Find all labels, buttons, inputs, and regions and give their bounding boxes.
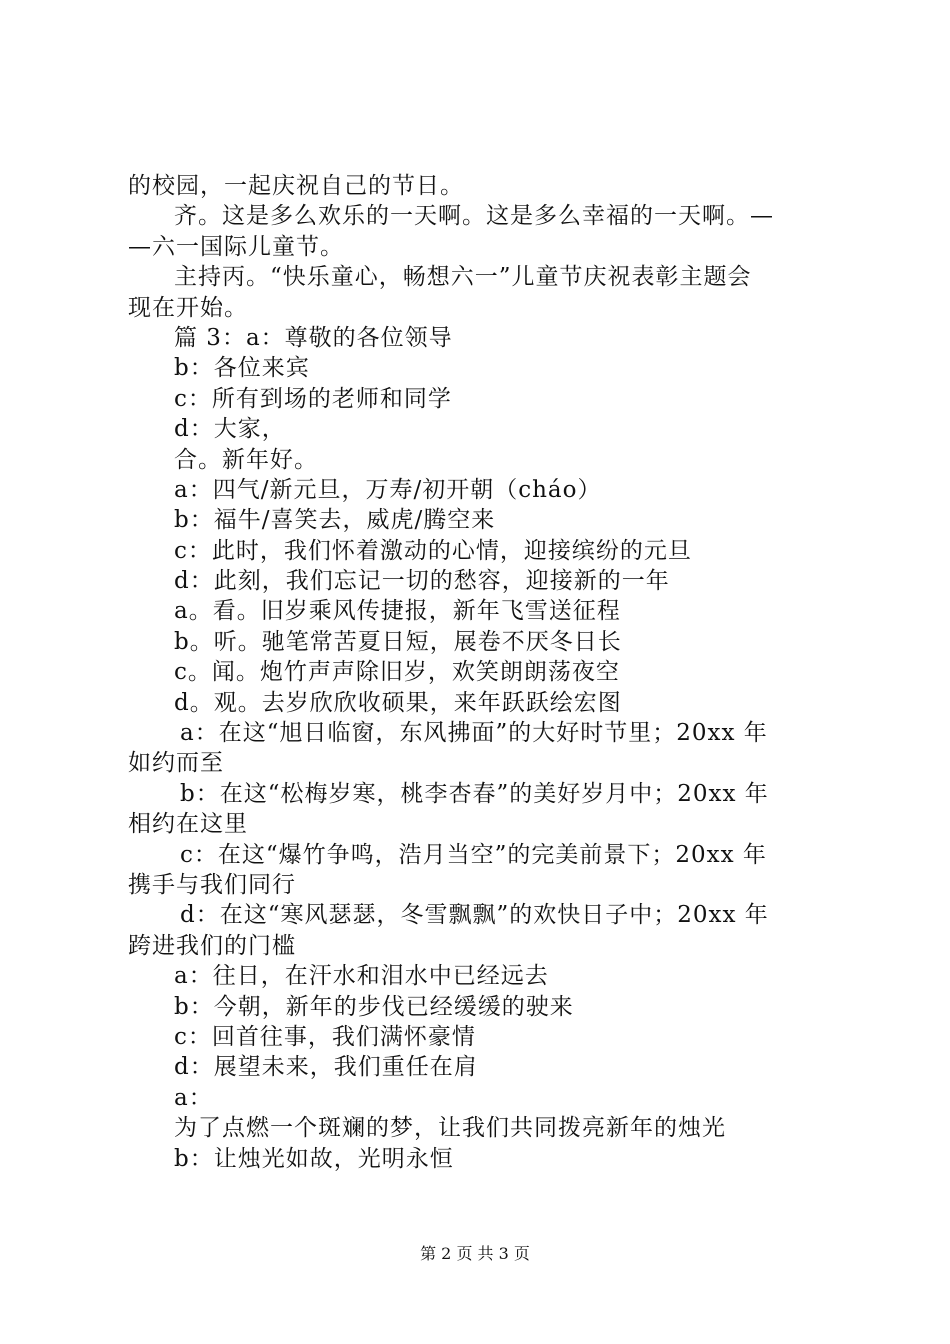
text-line: d：此刻，我们忘记一切的愁容，迎接新的一年 <box>174 568 670 595</box>
text-line: b：在这“松梅岁寒，桃李杏春”的美好岁月中；20xx 年 <box>180 780 769 807</box>
text-line: d：大家， <box>174 416 286 443</box>
text-line: b：今朝，新年的步伐已经缓缓的驶来 <box>174 993 574 1020</box>
text-line: 合。新年好。 <box>174 446 318 473</box>
text-line: b：福牛/喜笑去，威虎/腾空来 <box>174 507 496 534</box>
text-line: d：展望未来，我们重任在肩 <box>174 1054 478 1081</box>
text-line: 篇 3：a：尊敬的各位领导 <box>174 324 453 351</box>
text-line: b：各位来宾 <box>174 355 310 382</box>
text-line: 齐。这是多么欢乐的一天啊。这是多么幸福的一天啊。— <box>174 203 774 230</box>
text-line: a。看。旧岁乘风传捷报，新年飞雪送征程 <box>174 598 621 625</box>
text-line: c：所有到场的老师和同学 <box>174 385 452 412</box>
text-line: a：在这“旭日临窗，东风拂面”的大好时节里；20xx 年 <box>180 720 768 747</box>
text-line: c：在这“爆竹争鸣，浩月当空”的完美前景下；20xx 年 <box>180 841 767 868</box>
text-line: d。观。去岁欣欣收硕果，来年跃跃绘宏图 <box>174 689 622 716</box>
text-line: 携手与我们同行 <box>128 871 296 898</box>
page-number-label: 第 2 页 共 3 页 <box>420 1244 530 1263</box>
text-line: 相约在这里 <box>128 811 248 838</box>
text-line: 为了点燃一个斑斓的梦，让我们共同拨亮新年的烛光 <box>174 1115 726 1142</box>
text-line: 如约而至 <box>128 750 224 777</box>
text-line: c。闻。炮竹声声除旧岁，欢笑朗朗荡夜空 <box>174 659 620 686</box>
text-line: 的校园，一起庆祝自己的节日。 <box>128 173 464 199</box>
text-line: 主持丙。“快乐童心，畅想六一”儿童节庆祝表彰主题会 <box>174 264 752 291</box>
document-body <box>128 171 838 1174</box>
text-line: c：此时，我们怀着激动的心情，迎接缤纷的元旦 <box>174 537 692 564</box>
text-line: 现在开始。 <box>128 294 248 321</box>
text-line: a：四气/新元旦，万寿/初开朝（cháo） <box>174 476 602 503</box>
text-line: —六一国际儿童节。 <box>128 233 344 260</box>
text-line: 跨进我们的门槛 <box>128 932 296 959</box>
text-line: b：让烛光如故，光明永恒 <box>174 1145 454 1172</box>
page-footer <box>0 1241 950 1267</box>
text-line: c：回首往事，我们满怀豪情 <box>174 1023 476 1050</box>
text-line: d：在这“寒风瑟瑟，冬雪飘飘”的欢快日子中；20xx 年 <box>180 902 769 929</box>
text-line: a： <box>174 1084 213 1111</box>
text-line: b。听。驰笔常苦夏日短，展卷不厌冬日长 <box>174 628 622 655</box>
text-line: a：往日，在汗水和泪水中已经远去 <box>174 963 549 990</box>
